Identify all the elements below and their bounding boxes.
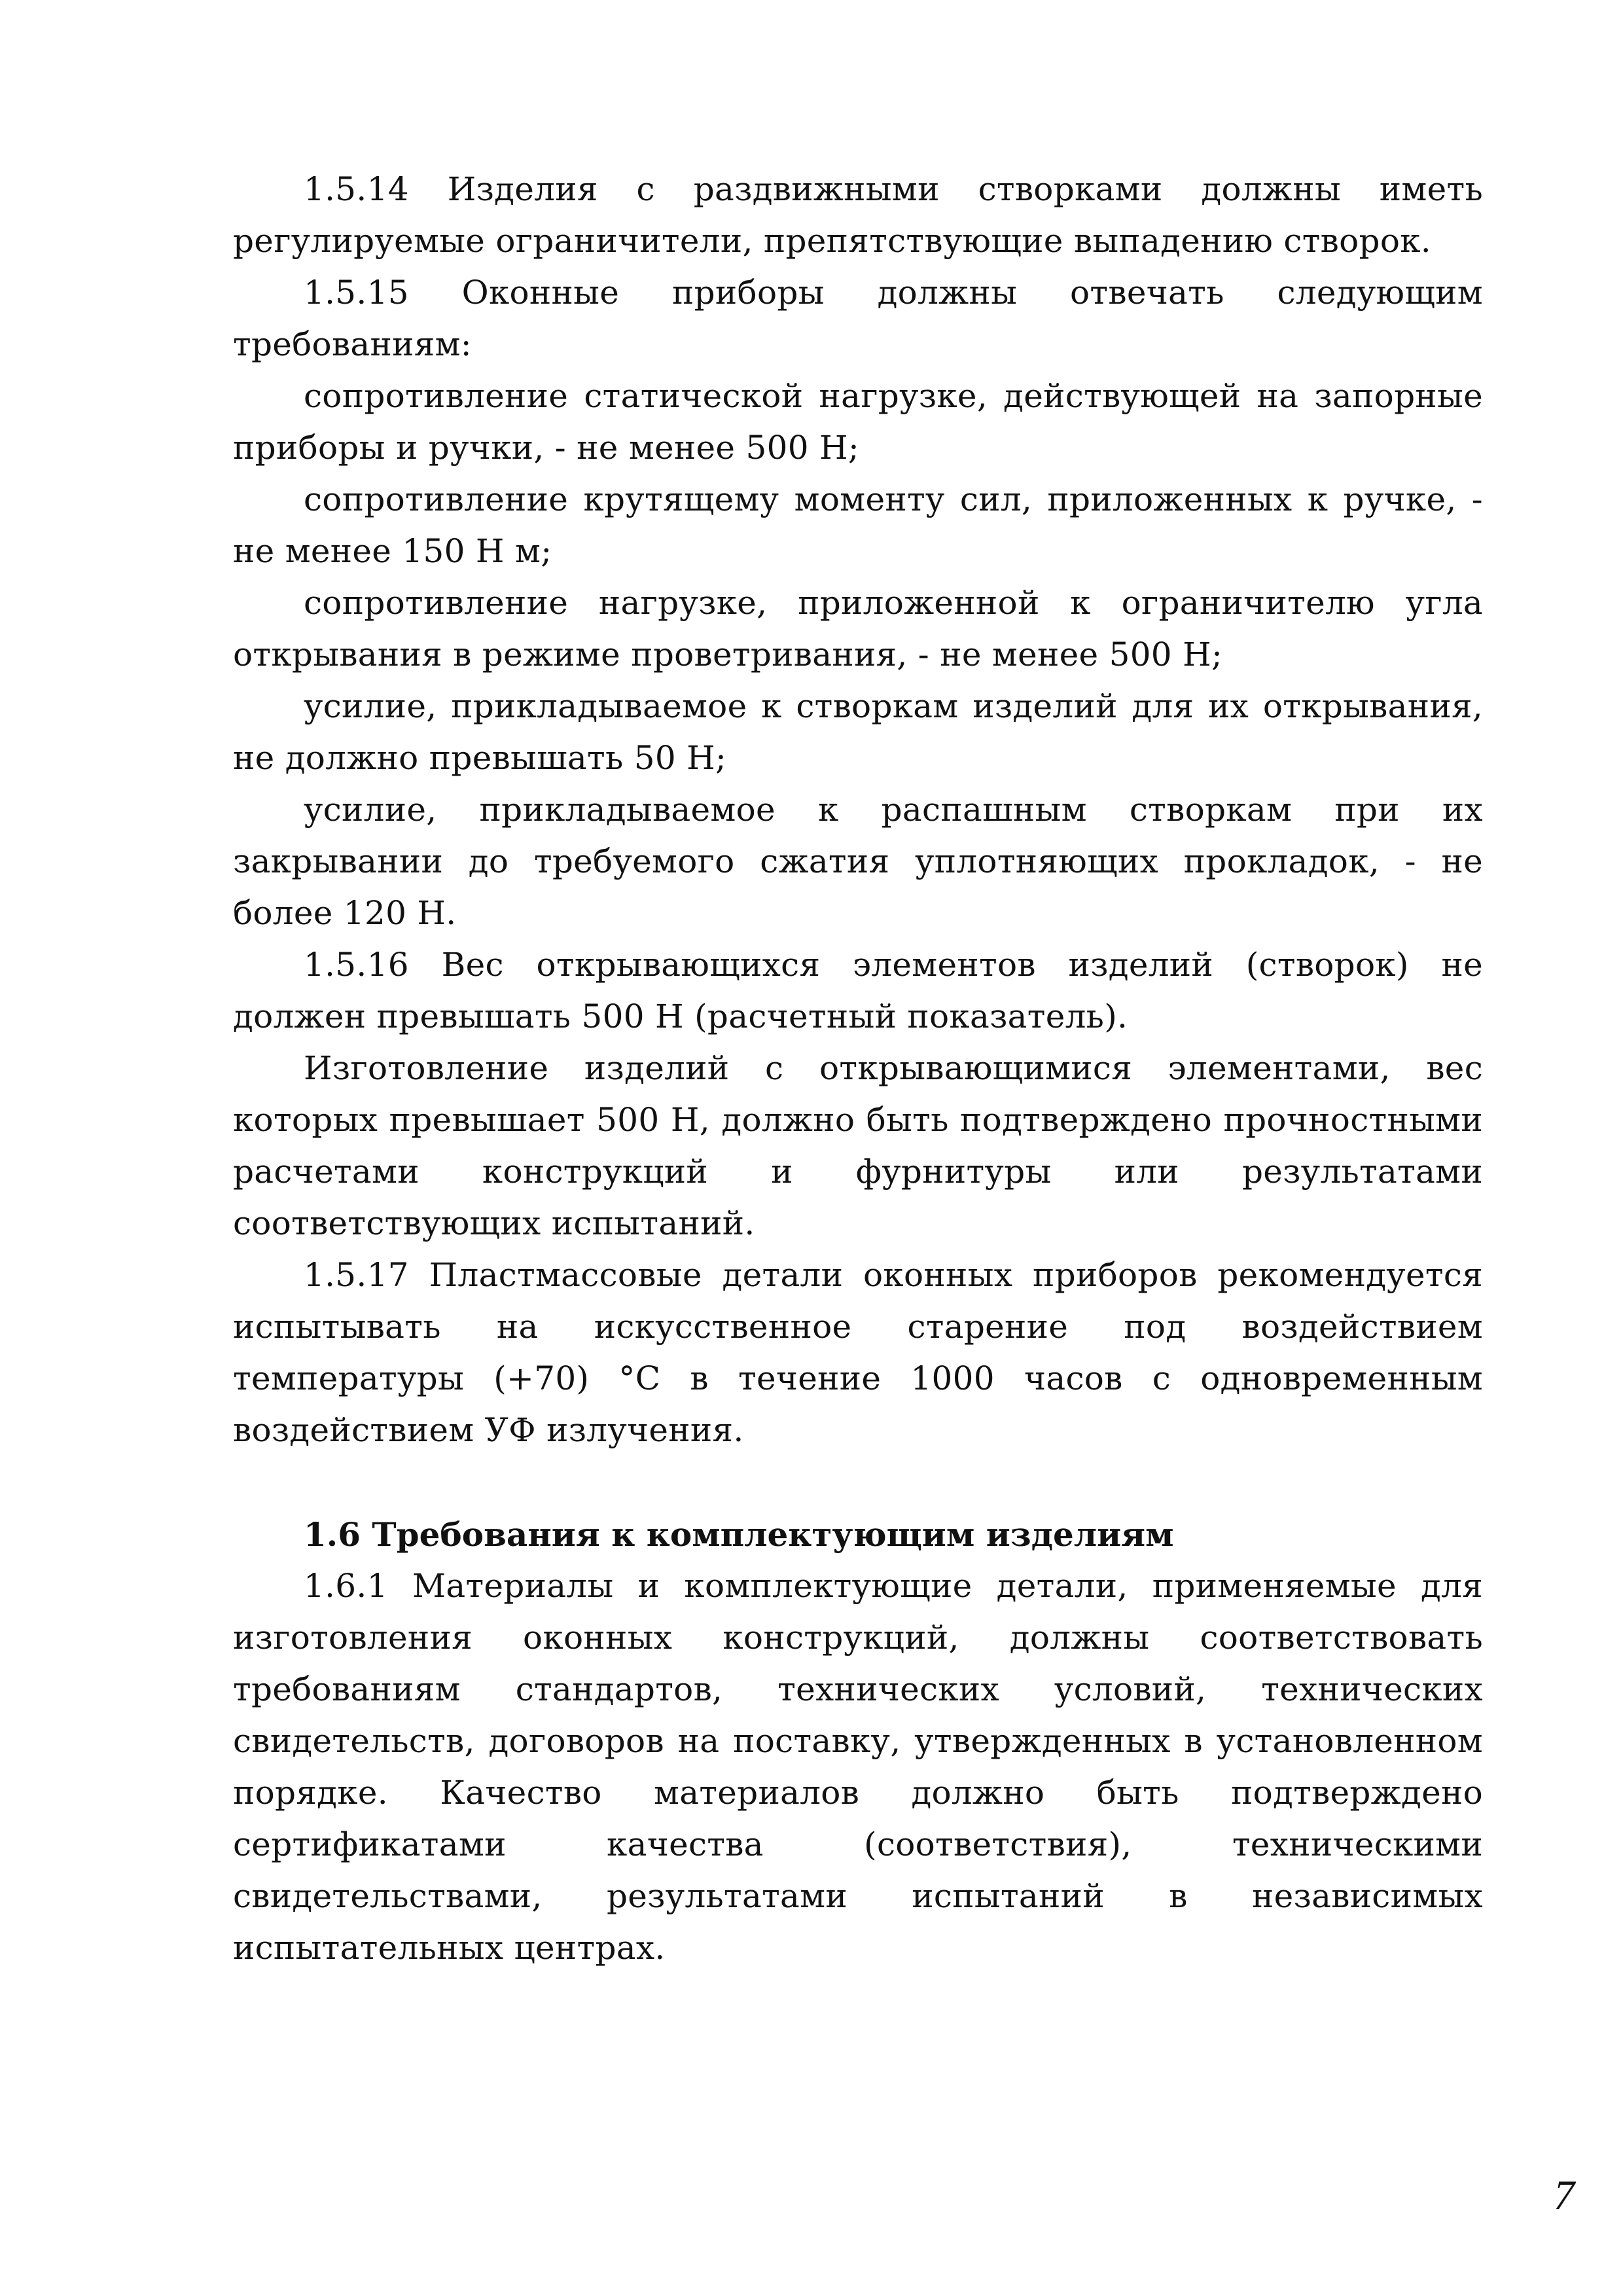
paragraph-1-5-15: 1.5.15 Оконные приборы должны отвечать следующим требованиям: [233, 274, 1483, 363]
paragraph-1-5-14: 1.5.14 Изделия с раздвижными створками должны иметь регулируемые ограничители, препятствующие выпадению створок. [233, 170, 1483, 260]
document-page [233, 164, 1483, 1974]
section-heading-1-6: 1.6 Требования к комплектующим изделиям [304, 1515, 1174, 1554]
paragraph-1-5-17: 1.5.17 Пластмассовые детали оконных приборов рекомендуется испытывать на искусственное старение под воздействием температуры (+70) °С в течение 1000 часов с одновременным воздействием УФ излучения. [233, 1256, 1483, 1449]
page-number: 7 [1554, 2172, 1575, 2218]
requirement-torque: сопротивление крутящему моменту сил, приложенных к ручке, - не менее 150 Н м; [233, 480, 1483, 570]
requirement-opening-force: усилие, прикладываемое к створкам изделий для их открывания, не должно превышать 50 Н; [233, 687, 1483, 777]
paragraph-1-6-1: 1.6.1 Материалы и комплектующие детали, применяемые для изготовления оконных конструкций, должны соответствовать требованиям стандартов, технических условий, технических свидетельств, договоров на поставку, утвержденных в установленном порядке. Качество материалов должно быть подтверждено сертификатами качества (соответствия), техническими свидетельствами, результатами испытаний в независимых испытательных центрах. [233, 1567, 1483, 1967]
paragraph-manufacturing-heavy-elements: Изготовление изделий с открывающимися элементами, вес которых превышает 500 Н, должно быть подтверждено прочностными расчетами конструкций и фурнитуры или результатами соответствующих испытаний. [233, 1049, 1483, 1242]
paragraph-1-5-16: 1.5.16 Вес открывающихся элементов изделий (створок) не должен превышать 500 Н (расчетный показатель). [233, 946, 1483, 1035]
requirement-static-load: сопротивление статической нагрузке, действующей на запорные приборы и ручки, - не менее 500 Н; [233, 377, 1483, 467]
requirement-closing-force: усилие, прикладываемое к распашным створкам при их закрывании до требуемого сжатия уплотняющих прокладок, - не более 120 Н. [233, 791, 1483, 932]
requirement-limiter-load: сопротивление нагрузке, приложенной к ограничителю угла открывания в режиме проветривания, - не менее 500 Н; [233, 584, 1483, 673]
